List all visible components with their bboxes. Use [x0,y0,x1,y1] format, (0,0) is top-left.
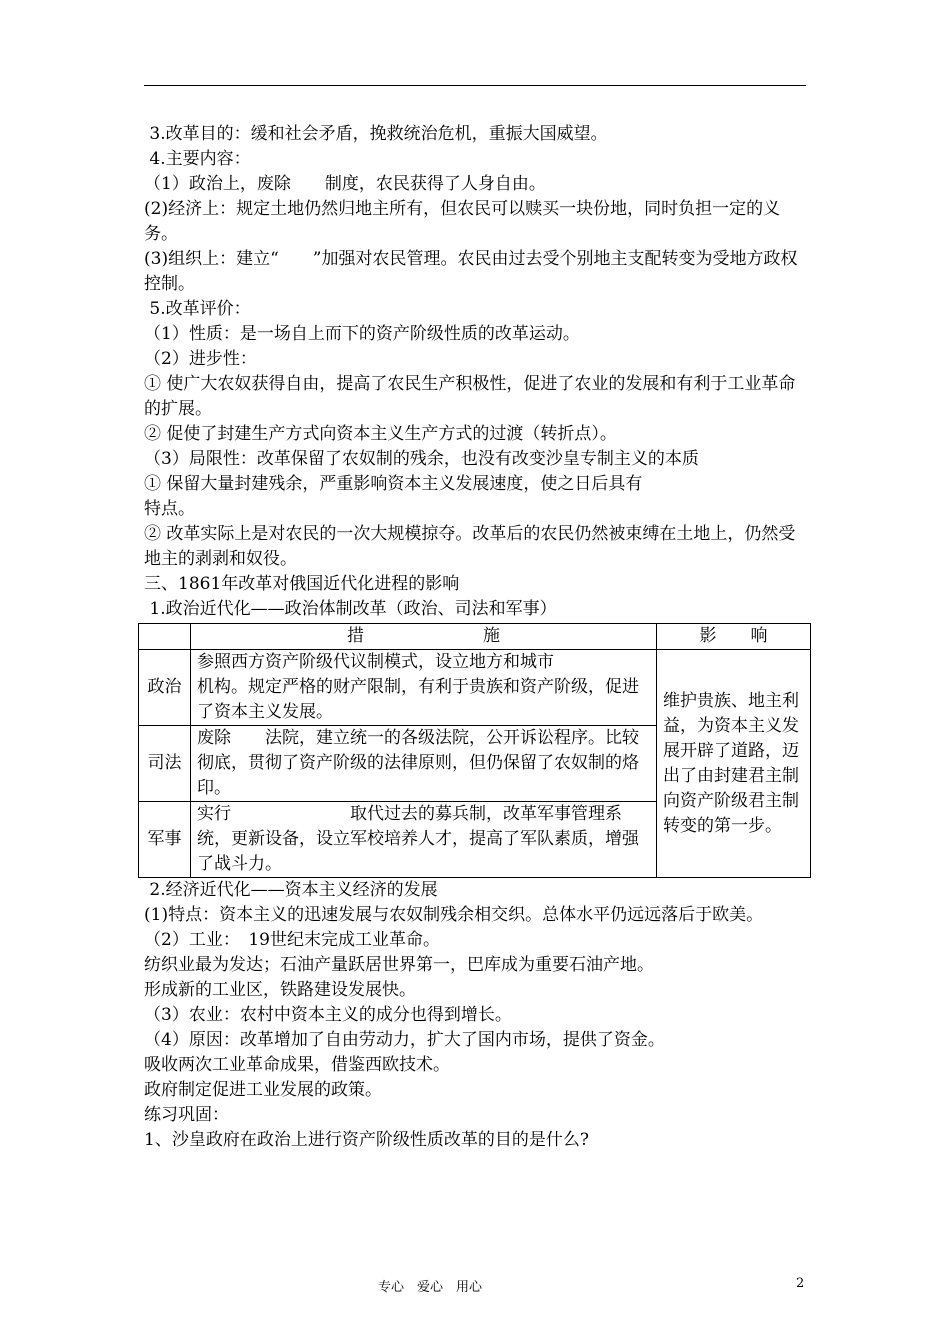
text-line: 5.改革评价： [144,299,251,319]
exercise-heading: 练习巩固： [144,1105,229,1125]
table-row [139,650,811,726]
row-category: 政治 [139,650,191,726]
row-measure: 实行 取代过去的募兵制，改革军事管理系统，更新设备，设立军校培养人才，提高了军队素质，增强了战斗力。 [191,802,657,878]
header-measure: 措 施 [191,624,657,650]
text-line: 3.改革目的：缓和社会矛盾，挽救统治危机，重振大国威望。 [144,124,608,144]
text-line: 吸收两次工业革命成果，借鉴西欧技术。 [144,1055,450,1075]
text-line: （3）局限性：改革保留了农奴制的残余，也没有改变沙皇专制主义的本质 [144,449,699,469]
table-header-row [139,624,811,650]
header-rule [144,85,806,86]
text-line: ① 保留大量封建残余，严重影响资本主义发展速度，使之日后具有 特点。 [144,474,643,519]
reform-table-wrap [138,623,810,878]
text-line: （1）性质：是一场自上而下的资产阶级性质的改革运动。 [144,324,580,344]
row-category: 司法 [139,726,191,802]
text-line: 4.主要内容： [144,149,251,169]
text-line: （4）原因：改革增加了自由劳动力，扩大了国内市场，提供了资金。 [144,1030,665,1050]
text-line: ② 促使了封建生产方式向资本主义生产方式的过渡（转折点）。 [144,424,617,444]
text-line: ② 改革实际上是对农民的一次大规模掠夺。改革后的农民仍然被束缚在土地上，仍然受地主的剥剥和奴役。 [144,524,796,569]
row-measure: 参照西方资产阶级代议制模式，设立地方和城市 机构。规定严格的财产限制，有利于贵族和资产阶级，促进了资本主义发展。 [191,650,657,726]
page-content [144,122,806,1153]
text-line: (3)组织上：建立“ ”加强对农民管理。农民由过去受个别地主支配转变为受地方政权控制。 [144,249,798,294]
row-measure: 废除 法院，建立统一的各级法院，公开诉讼程序。比较彻底，贯彻了资产阶级的法律原则，但仍保留了农奴制的烙印。 [191,726,657,802]
text-line: 形成新的工业区，铁路建设发展快。 [144,980,416,1000]
text-line: (2)经济上：规定土地仍然归地主所有，但农民可以赎买一块份地，同时负担一定的义务。 [144,199,781,244]
exercise-question: 1、沙皇政府在政治上进行资产阶级性质改革的目的是什么? [144,1130,589,1150]
subsection-heading: 1.政治近代化——政治体制改革（政治、司法和军事） [144,599,557,619]
header-impact: 影 响 [657,624,811,650]
row-category: 军事 [139,802,191,878]
text-line: （2）进步性： [144,349,257,369]
text-line: 政府制定促进工业发展的政策。 [144,1080,382,1100]
text-line: ① 使广大农奴获得自由，提高了农民生产积极性，促进了农业的发展和有利于工业革命的扩展。 [144,374,796,419]
text-line: （3）农业：农村中资本主义的成分也得到增长。 [144,1005,512,1025]
subsection-heading: 2.经济近代化——资本主义经济的发展 [144,880,438,900]
text-line: （1）政治上，废除 制度，农民获得了人身自由。 [144,174,546,194]
text-line: （2）工业： 19世纪末完成工业革命。 [144,930,440,950]
header-empty-cell [139,624,191,650]
reform-table [138,623,811,878]
section-heading: 三、1861年改革对俄国近代化进程的影响 [144,574,460,594]
footer-slogan: 专心 爱心 用心 [378,1280,483,1295]
impact-cell: 维护贵族、地主利益，为资本主义发展开辟了道路，迈出了由封建君主制向资产阶级君主制转变的第一步。 [657,650,811,878]
text-line: (1)特点：资本主义的迅速发展与农奴制残余相交织。总体水平仍远远落后于欧美。 [144,905,764,925]
page-number: 2 [796,1276,805,1291]
text-line: 纺织业最为发达；石油产量跃居世界第一，巴库成为重要石油产地。 [144,955,654,975]
